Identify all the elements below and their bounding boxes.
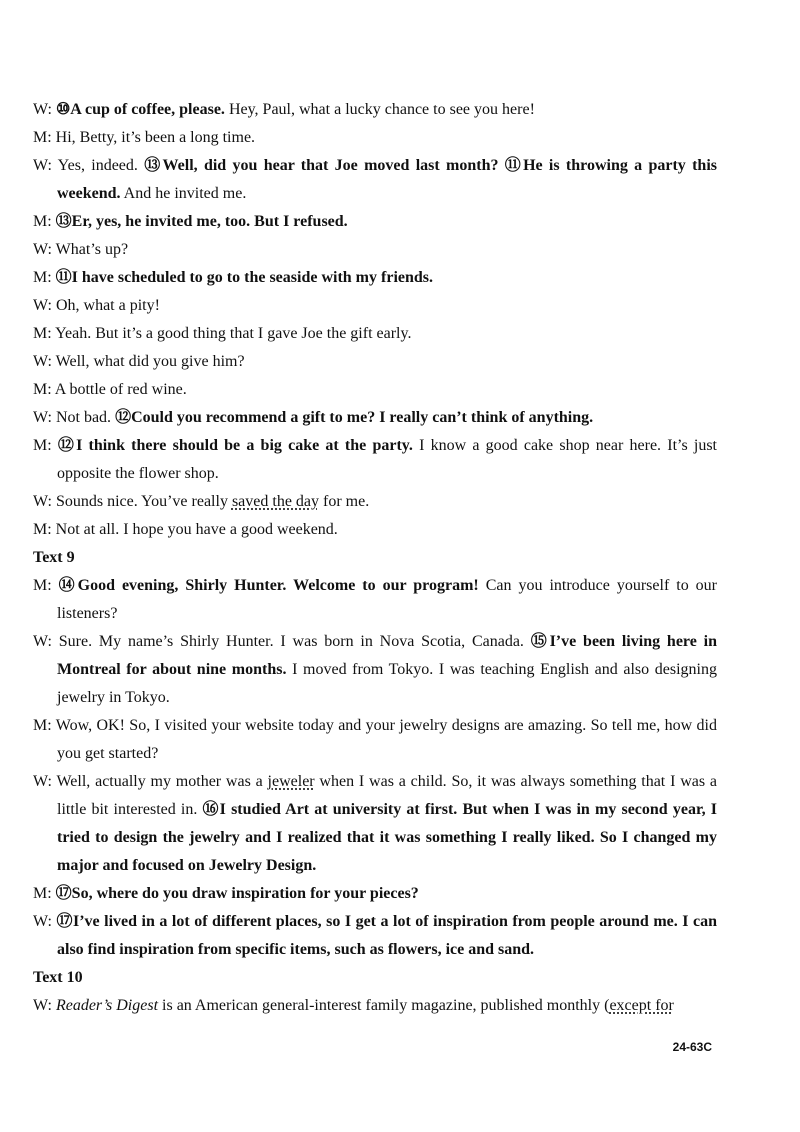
dialogue-line xyxy=(33,264,717,292)
dialogue-line xyxy=(33,488,717,516)
dialogue-text: W: xyxy=(33,997,56,1014)
dialogue-text: W: xyxy=(33,101,56,118)
dialogue-line xyxy=(33,292,717,320)
dialogue-line xyxy=(33,712,717,768)
dialogue-text: W: Well, what did you give him? xyxy=(33,353,245,370)
page-code: 24-63C xyxy=(672,1040,712,1054)
dialogue-text: M: A bottle of red wine. xyxy=(33,381,187,398)
key-sentence: ⑫I think there should be a big cake at the party. xyxy=(57,437,413,454)
dialogue-text: M: Yeah. But it’s a good thing that I gave Joe the gift early. xyxy=(33,325,412,342)
dialogue-text: Reader’s Digest xyxy=(55,997,159,1014)
dialogue-line xyxy=(33,768,717,880)
dialogue-line xyxy=(33,992,717,1020)
dialogue-line xyxy=(33,208,717,236)
key-sentence: ⑩A cup of coffee, please. xyxy=(55,101,225,118)
key-sentence: ⑪I have scheduled to go to the seaside with my friends. xyxy=(55,269,434,286)
dialogue-line xyxy=(33,404,717,432)
dialogue-text: Hey, Paul, what a lucky chance to see you here! xyxy=(224,101,535,118)
dialogue-text: M: xyxy=(33,437,58,454)
key-sentence: ⑭Good evening, Shirly Hunter. Welcome to our program! xyxy=(58,577,479,594)
dialogue-line xyxy=(33,376,717,404)
dialogue-text: W: Oh, what a pity! xyxy=(33,297,160,314)
key-sentence: ⑫Could you recommend a gift to me? I really can’t think of anything. xyxy=(115,409,594,426)
key-sentence: ⑰So, where do you draw inspiration for your pieces? xyxy=(55,885,419,902)
dialogue-line xyxy=(33,908,717,964)
key-sentence: ⑬Well, did you hear that Joe moved last month? ⑪He is throwing a party this weekend. xyxy=(57,157,717,202)
key-sentence: ⑰I’ve lived in a lot of different places, so I get a lot of inspiration from people around me. I can also find inspiration from specific items, such as flowers, ice and sand. xyxy=(56,913,717,958)
dialogue-text: Can you introduce yourself to our listeners? xyxy=(57,577,717,622)
dialogue-line xyxy=(33,432,717,488)
dialogue-line xyxy=(33,124,717,152)
dialogue-text: W: Well, actually my mother was a xyxy=(33,773,268,790)
dialogue-text: is an American general-interest family magazine, published monthly ( xyxy=(158,997,610,1014)
key-sentence: ⑯I studied Art at university at first. But when I was in my second year, I tried to design the jewelry and I realized that it was something I really liked. So I changed my major and focused on Jewelry Design. xyxy=(57,801,717,874)
key-sentence: ⑮I’ve been living here in Montreal for about nine months. xyxy=(57,633,717,678)
dialogue-line xyxy=(33,348,717,376)
dialogue-line xyxy=(33,152,717,208)
dialogue-text: And he invited me. xyxy=(120,185,247,202)
dialogue-line xyxy=(33,572,717,628)
dialogue-text: W: xyxy=(33,913,57,930)
key-sentence: ⑬Er, yes, he invited me, too. But I refused. xyxy=(55,213,348,230)
dialogue-line xyxy=(33,516,717,544)
dialogue-text: I know a good cake shop near here. It’s just opposite the flower shop. xyxy=(57,437,717,482)
dialogue-text: W: Sure. My name’s Shirly Hunter. I was born in Nova Scotia, Canada. xyxy=(33,633,531,650)
dialogue-text: M: Hi, Betty, it’s been a long time. xyxy=(33,129,256,146)
dialogue-text: M: xyxy=(33,213,56,230)
dialogue-text: M: xyxy=(33,269,56,286)
dialogue-text: W: Sounds nice. You’ve really xyxy=(33,493,232,510)
dialogue-line xyxy=(33,236,717,264)
dialogue-line xyxy=(33,320,717,348)
dialogue-line xyxy=(33,628,717,712)
section-heading: Text 10 xyxy=(33,969,83,986)
section-heading: Text 9 xyxy=(33,549,75,566)
dialogue-text: W: Yes, indeed. xyxy=(33,157,145,174)
dialogue-text: M: Not at all. I hope you have a good weekend. xyxy=(33,521,338,538)
dialogue-line xyxy=(33,880,717,908)
vocab-term: saved the day xyxy=(231,493,320,510)
dialogue-text: M: Wow, OK! So, I visited your website today and your jewelry designs are amazing. So tell me, how did you get started? xyxy=(33,717,717,762)
transcript-body xyxy=(33,96,717,1020)
vocab-term: jeweler xyxy=(267,773,315,790)
dialogue-text: M: xyxy=(33,885,56,902)
dialogue-text: for me. xyxy=(319,493,370,510)
vocab-term: except for xyxy=(609,997,674,1014)
dialogue-text: when I was a child. So, it was always something that I was a little bit interested in. xyxy=(57,773,718,818)
dialogue-text: W: Not bad. xyxy=(33,409,116,426)
dialogue-text: I moved from Tokyo. I was teaching English and also designing jewelry in Tokyo. xyxy=(57,661,717,706)
dialogue-text: W: What’s up? xyxy=(33,241,129,258)
dialogue-text: M: xyxy=(33,577,59,594)
dialogue-line xyxy=(33,96,717,124)
